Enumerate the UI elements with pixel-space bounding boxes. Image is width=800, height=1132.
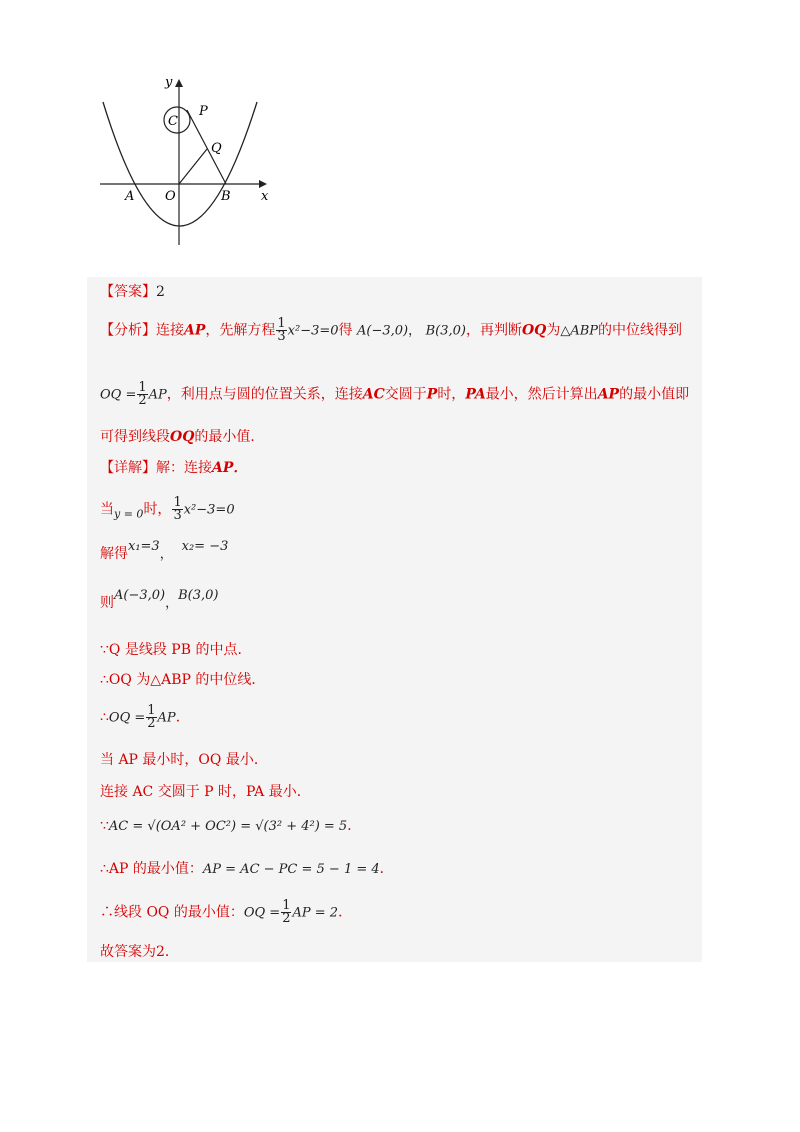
parabola-curve [103, 102, 257, 226]
math-oq-eq: OQ = [108, 710, 146, 726]
fraction-half: $\frac{1}{2}$ [282, 898, 291, 926]
math-ac: AC [362, 386, 385, 403]
text: ． [175, 709, 190, 726]
text: ，先解方程 [205, 322, 276, 339]
text: 连接 [156, 322, 184, 339]
text: ． [338, 904, 353, 921]
math-oq: OQ [170, 429, 195, 445]
point-a: A(−3,0) [357, 323, 409, 339]
detail-line-13: 故答案为2． [100, 944, 179, 960]
detail-line-3: 解得x₁=3， x₂= −3 [100, 539, 229, 562]
analysis-tag: 【分析】 [100, 322, 156, 339]
math-ap: AP [157, 710, 176, 726]
detail-line-10 [100, 817, 361, 836]
label-q: Q [211, 141, 222, 156]
detail-line-9: 连接 AC 交圆于 P 时，PA 最小． [100, 784, 311, 800]
detail-line-1 [100, 459, 247, 477]
point-b: B(3,0) [178, 588, 219, 603]
math-ap: AP． [212, 460, 248, 476]
therefore: ∴ [100, 709, 109, 726]
label-p: P [199, 104, 208, 119]
analysis-line-2 [100, 382, 689, 407]
fraction-one-third: $\frac{1}{3}$ [173, 495, 182, 523]
y-axis-arrow [175, 79, 183, 87]
math-ap: AP [597, 386, 620, 403]
segment-oq [179, 149, 207, 184]
because: ∵ [100, 818, 109, 834]
text: 的中位线得到 [598, 322, 683, 339]
label-b: B [221, 189, 231, 204]
detail-line-11 [100, 860, 394, 879]
text: 当 [100, 501, 114, 518]
text: 为 [546, 322, 561, 339]
fraction-one-third: $\frac{1}{3}$ [277, 316, 286, 344]
triangle-abp: △ABP [560, 323, 599, 339]
detail-line-4: 则A(−3,0)，B(3,0) [100, 588, 219, 611]
text: 的最小值． [194, 429, 265, 445]
detail-line-12 [100, 900, 352, 925]
text: 的最小值即 [619, 386, 690, 403]
detail-line-6: ∴OQ 为△ABP 的中位线． [100, 672, 266, 688]
answer-value: 2 [156, 284, 165, 300]
text: ∴线段 OQ 的最小值： [100, 904, 244, 921]
label-x: x [261, 189, 269, 204]
detail-line-8: 当 AP 最小时，OQ 最小． [100, 752, 268, 768]
math-ac-calc: AC = √(OA² + OC²) = √(3² + 4²) = 5 [108, 819, 348, 834]
math-oq-eq: OQ = [243, 905, 281, 921]
detail-line-5: ∵Q 是线段 PB 的中点． [100, 642, 252, 658]
math-ap-calc: AP = AC − PC = 5 − 1 = 4 [202, 862, 380, 877]
answer-line [100, 283, 165, 301]
math-pa: PA [465, 386, 486, 403]
fraction-half: $\frac{1}{2}$ [147, 703, 156, 731]
text: ，利用点与圆的位置关系，连接 [166, 386, 363, 403]
math-ap: AP [148, 387, 167, 403]
text: ∴AP 的最小值： [100, 861, 203, 877]
detail-tag: 【详解】 [100, 460, 156, 476]
text: 时， [143, 501, 172, 518]
text: 得 [338, 322, 353, 339]
text: 解：连接 [156, 460, 212, 476]
equation: x²−3=0 [287, 323, 339, 339]
x-axis-arrow [259, 180, 267, 188]
math-ap: AP [184, 322, 206, 339]
text: 可得到线段 [100, 429, 170, 445]
point-b: B(3,0) [425, 323, 466, 339]
root-x2: x₂= −3 [181, 539, 229, 554]
text: ． [379, 861, 394, 877]
text: ，再判断 [465, 322, 522, 339]
answer-tag: 【答案】 [100, 284, 156, 300]
text: 时， [437, 386, 466, 403]
math-oq-eq: OQ = [100, 387, 137, 403]
point-a: A(−3,0) [114, 588, 166, 603]
text: ． [347, 818, 362, 834]
math-y0: y = 0 [114, 507, 144, 521]
label-c: C [168, 114, 178, 129]
root-x1: x₁=3 [128, 539, 160, 554]
analysis-line-3 [100, 428, 264, 446]
label-a: A [125, 189, 135, 204]
analysis-line-1: 【分析】连接AP，先解方程 $\frac{1}{3}$ x²−3=0得 A(−3,0)， B(3,0)，再判断OQ为△ABP的中位线得到 [100, 316, 683, 344]
math-ap-result: AP = 2 [292, 905, 339, 921]
text: 解得 [100, 546, 128, 562]
math-oq: OQ [521, 322, 547, 339]
detail-line-7 [100, 705, 190, 730]
label-y: y [165, 75, 173, 90]
math-p: P [426, 386, 438, 403]
label-o: O [165, 189, 176, 204]
text: 交圆于 [384, 386, 427, 403]
parabola-figure [95, 70, 275, 250]
equation: x²−3=0 [183, 502, 235, 518]
parabola-diagram [95, 70, 275, 250]
fraction-half: $\frac{1}{2}$ [138, 380, 147, 408]
detail-line-2 [100, 497, 235, 523]
text: 则 [100, 595, 114, 611]
text: 最小，然后计算出 [485, 386, 598, 403]
